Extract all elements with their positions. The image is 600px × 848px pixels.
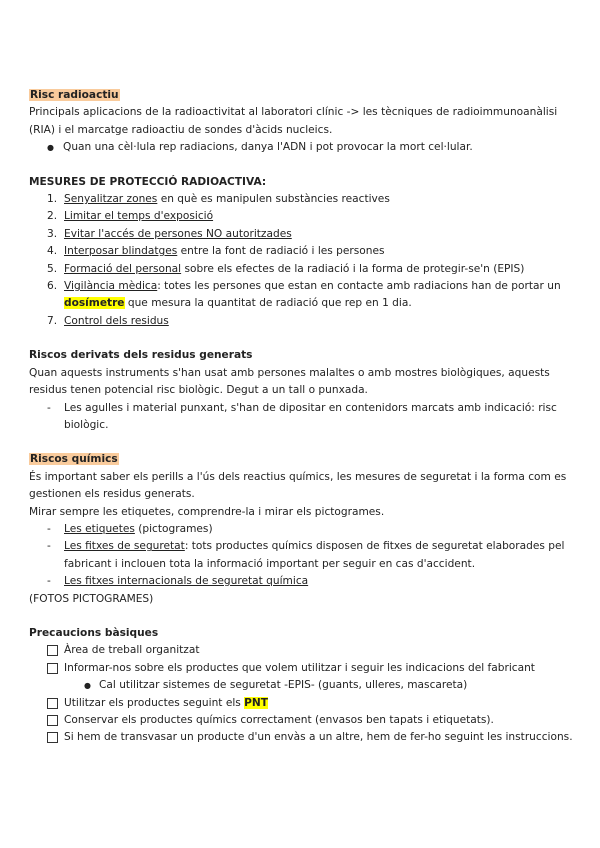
section-heading-precaucions: Precaucions bàsiques <box>29 626 159 639</box>
checklist <box>29 642 574 677</box>
paragraph: Principals aplicacions de la radioactivitat al laboratori clínic -> les tècniques de radioimmunoanàlisi (RIA) i el marcatge radioactiu de sondes d'àcids nucleics. <box>29 106 558 136</box>
heading-highlight: Risc radioactiu <box>30 89 119 101</box>
document-body <box>29 87 574 747</box>
bullet-list <box>29 139 574 156</box>
list-item: - Les fitxes internacionals de seguretat química <box>29 573 574 590</box>
list-item: 3. Evitar l'accés de persones NO autoritzades <box>47 227 292 240</box>
list-item: 6. Vigilància mèdica: totes les persones que estan en contacte amb radiacions han de portar un dosímetre que mesura la quantitat de radiació que rep en 1 dia. <box>47 280 561 310</box>
checkbox-icon[interactable] <box>47 698 58 709</box>
checkbox-icon[interactable] <box>47 645 58 656</box>
list-item: 5. Formació del personal sobre els efectes de la radiació i la forma de protegir-se'n (EPIS) <box>47 262 525 275</box>
paragraph: Mirar sempre les etiquetes, comprendre-la i mirar els pictogrames. <box>29 505 385 518</box>
section-heading-mesures: MESURES DE PROTECCIÓ RADIOACTIVA: <box>29 175 267 188</box>
checklist-item: Àrea de treball organitzat <box>29 642 574 659</box>
dash-list <box>29 521 574 591</box>
numbered-list <box>29 191 574 330</box>
section-heading-residus: Riscos derivats dels residus generats <box>29 349 253 362</box>
checklist-item: Conservar els productes químics correctament (envasos ben tapats i etiquetats). <box>29 712 574 729</box>
section-heading-riscos-quimics <box>29 451 574 468</box>
list-item: 2. Limitar el temps d'exposició <box>47 210 214 223</box>
sub-bullet-list <box>29 677 574 694</box>
heading-highlight: Riscos químics <box>30 453 118 466</box>
list-item: ● Cal utilitzar sistemes de seguretat -EPIS- (guants, ulleres, mascareta) <box>29 677 574 694</box>
list-item: - Les etiquetes (pictogrames) <box>29 521 574 538</box>
list-item: 7. Control dels residus <box>47 314 169 327</box>
checkbox-icon[interactable] <box>47 732 58 743</box>
checklist-item: Utilitzar els productes seguint els PNT <box>29 695 574 712</box>
checklist-item: Si hem de transvasar un producte d'un envàs a un altre, hem de fer-ho seguint les instruccions. <box>29 729 574 746</box>
dash-list <box>29 400 574 435</box>
highlight-pnt: PNT <box>244 696 269 709</box>
checkbox-icon[interactable] <box>47 663 58 674</box>
checkbox-icon[interactable] <box>47 715 58 726</box>
paragraph: Quan aquests instruments s'han usat amb persones malaltes o amb mostres biològiques, aquests residus tenen potencial risc biològic. Degut a un tall o punxada. <box>29 366 550 397</box>
checklist-item: Informar-nos sobre els productes que volem utilitzar i seguir les indicacions del fabricant <box>29 660 574 677</box>
paragraph: És important saber els perills a l'ús dels reactius químics, les mesures de seguretat i la forma com es gestionen els residus generats. <box>29 470 567 501</box>
list-item: - Les agulles i material punxant, s'han de dipositar en contenidors marcats amb indicació: risc biològic. <box>29 400 574 435</box>
list-item: ● Quan una cèl·lula rep radiacions, danya l'ADN i pot provocar la mort cel·lular. <box>29 139 574 156</box>
section-heading-risc-radioactiu <box>29 87 574 104</box>
checklist <box>29 695 574 747</box>
paragraph: (FOTOS PICTOGRAMES) <box>29 592 154 605</box>
highlight-dosimetre: dosímetre <box>64 297 125 310</box>
list-item: - Les fitxes de seguretat: tots productes químics disposen de fitxes de seguretat elaborades pel fabricant i inclouen tota la informació important per seguir en cas d'accident. <box>29 538 574 573</box>
list-item: 4. Interposar blindatges entre la font de radiació i les persones <box>47 245 385 258</box>
list-item: 1. Senyalitzar zones en què es manipulen substàncies reactives <box>47 193 390 206</box>
